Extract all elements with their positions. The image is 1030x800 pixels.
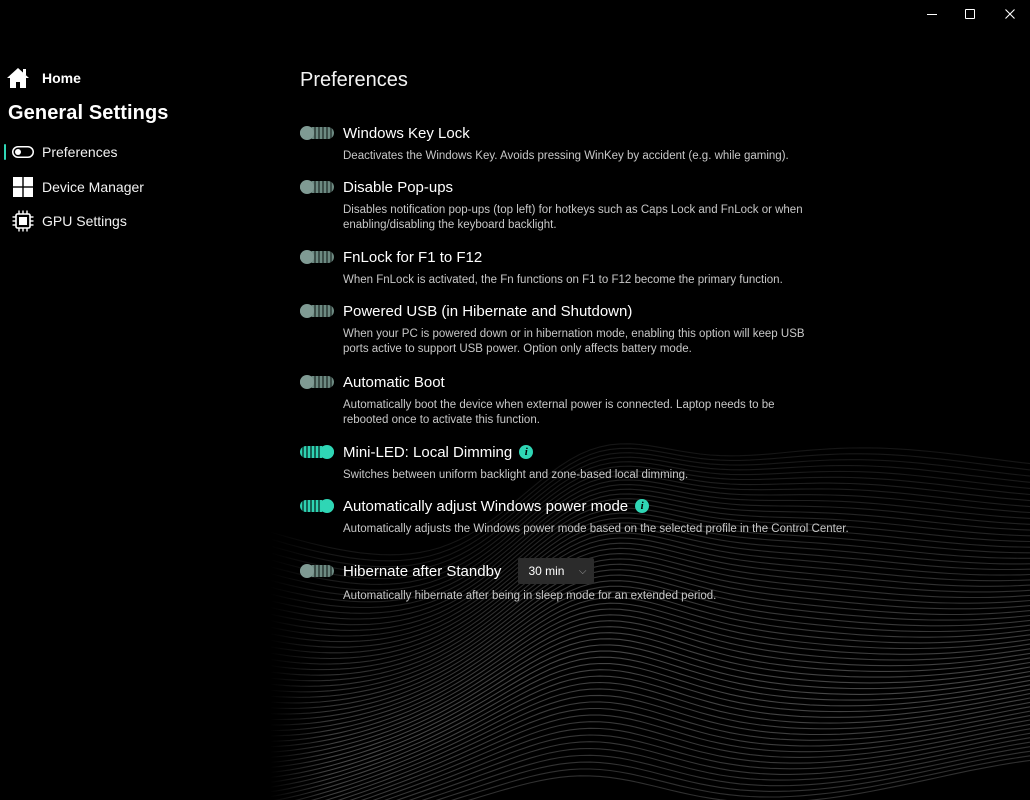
sidebar-item-device-manager[interactable] bbox=[12, 174, 144, 200]
page-title: Preferences bbox=[300, 69, 408, 91]
decorative-wave-background bbox=[270, 430, 1030, 800]
fnlock-toggle[interactable] bbox=[300, 251, 334, 263]
setting-description: Automatically hibernate after being in sleep mode for an extended period. bbox=[343, 590, 717, 602]
setting-description: Automatically adjusts the Windows power mode based on the selected profile in the Control Center. bbox=[343, 523, 849, 535]
sidebar-item-label: GPU Settings bbox=[42, 213, 127, 229]
setting-label: Automatic Boot bbox=[343, 373, 445, 391]
maximize-icon bbox=[965, 9, 975, 19]
setting-hibernate-after-standby bbox=[300, 557, 900, 604]
setting-label: Powered USB (in Hibernate and Shutdown) bbox=[343, 302, 633, 320]
setting-disable-popups bbox=[300, 176, 900, 233]
hibernate-delay-dropdown[interactable] bbox=[518, 558, 594, 584]
minimize-icon bbox=[927, 14, 937, 15]
setting-description: Disables notification pop-ups (top left) for hotkeys such as Caps Lock and FnLock or when enabling/disabling the keyboard backlight. bbox=[343, 204, 803, 231]
setting-label: Disable Pop-ups bbox=[343, 178, 454, 196]
hibernate-after-standby-toggle[interactable] bbox=[300, 565, 334, 577]
setting-label: Windows Key Lock bbox=[343, 124, 470, 142]
setting-label: Automatically adjust Windows power mode bbox=[343, 497, 629, 515]
powered-usb-toggle[interactable] bbox=[300, 305, 334, 317]
chip-icon bbox=[12, 210, 34, 232]
automatic-boot-toggle[interactable] bbox=[300, 376, 334, 388]
windows-key-lock-toggle[interactable] bbox=[300, 127, 334, 139]
sidebar-item-gpu-settings[interactable] bbox=[12, 208, 127, 234]
toggle-icon bbox=[12, 141, 34, 163]
auto-power-mode-toggle[interactable] bbox=[300, 500, 334, 512]
setting-description: Automatically boot the device when external power is connected. Laptop needs to be rebooted once to activate this function. bbox=[343, 399, 775, 426]
minimize-button[interactable] bbox=[912, 0, 952, 28]
setting-fnlock bbox=[300, 246, 900, 288]
section-title: General Settings bbox=[8, 102, 169, 124]
setting-automatic-boot bbox=[300, 371, 900, 428]
setting-label: FnLock for F1 to F12 bbox=[343, 248, 483, 266]
sidebar-item-label: Device Manager bbox=[42, 179, 144, 195]
windows-icon bbox=[12, 176, 34, 198]
setting-windows-key-lock bbox=[300, 122, 900, 164]
home-nav-item[interactable] bbox=[6, 67, 81, 89]
close-icon bbox=[1005, 9, 1015, 19]
setting-description: Switches between uniform backlight and zone-based local dimming. bbox=[343, 469, 689, 481]
setting-label: Mini-LED: Local Dimming bbox=[343, 443, 513, 461]
setting-description: When your PC is powered down or in hibernation mode, enabling this option will keep USB ports active to support USB power. Option only affects battery mode. bbox=[343, 328, 805, 355]
info-icon[interactable]: i bbox=[635, 499, 649, 513]
home-icon bbox=[6, 67, 30, 89]
maximize-button[interactable] bbox=[950, 0, 990, 28]
sidebar-item-preferences[interactable] bbox=[12, 139, 117, 165]
mini-led-local-dimming-toggle[interactable] bbox=[300, 446, 334, 458]
chevron-down-icon: ⌵ bbox=[578, 565, 587, 577]
setting-description: When FnLock is activated, the Fn functions on F1 to F12 become the primary function. bbox=[343, 274, 783, 286]
home-label: Home bbox=[42, 70, 81, 86]
dropdown-value: 30 min bbox=[528, 564, 565, 578]
setting-label: Hibernate after Standby bbox=[343, 562, 502, 580]
disable-popups-toggle[interactable] bbox=[300, 181, 334, 193]
setting-auto-power-mode bbox=[300, 495, 900, 537]
setting-powered-usb bbox=[300, 300, 900, 357]
close-button[interactable] bbox=[990, 0, 1030, 28]
info-icon[interactable]: i bbox=[519, 445, 533, 459]
setting-mini-led-local-dimming bbox=[300, 441, 900, 483]
setting-description: Deactivates the Windows Key. Avoids pressing WinKey by accident (e.g. while gaming). bbox=[343, 150, 789, 162]
sidebar-item-label: Preferences bbox=[42, 144, 118, 160]
